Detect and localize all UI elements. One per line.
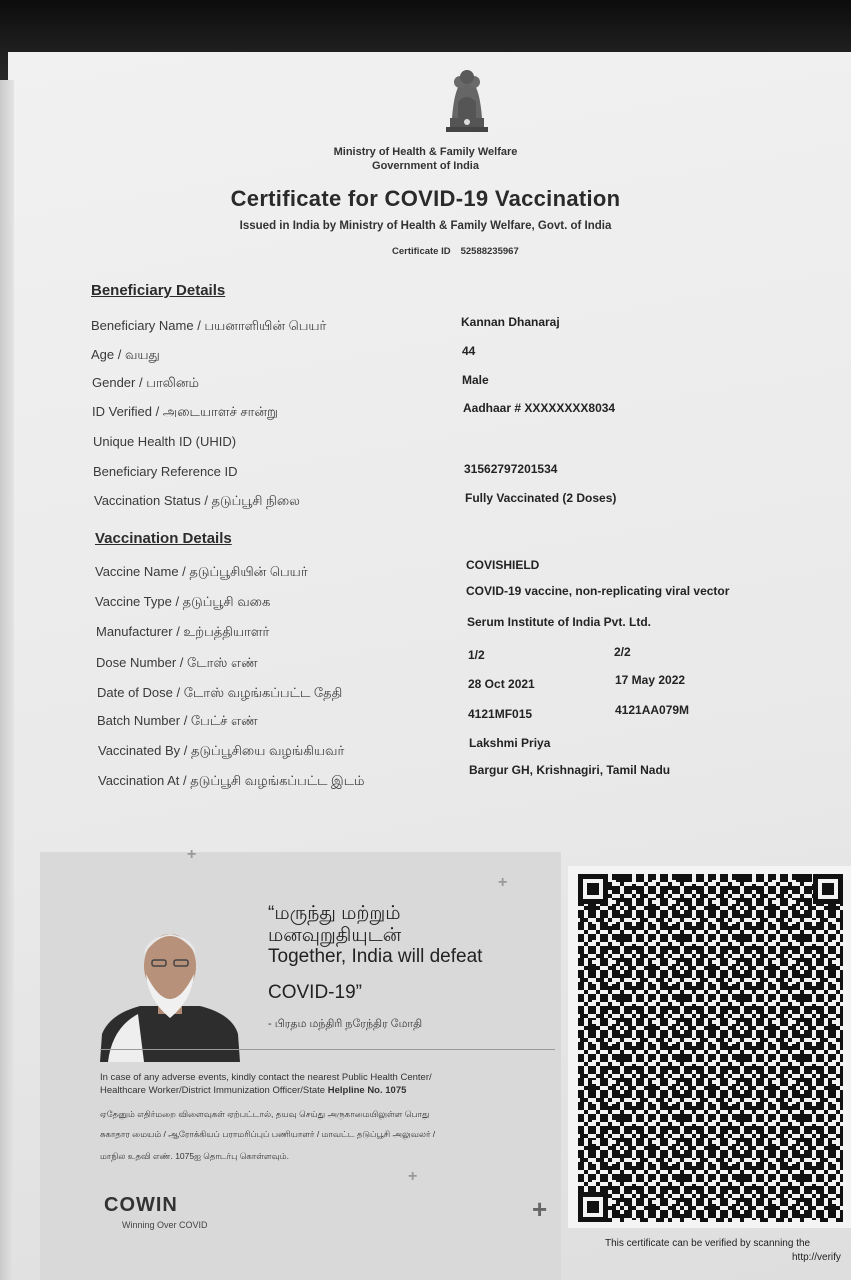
dose2-number-value: 2/2 [614, 645, 631, 659]
paper-edge [0, 80, 14, 1280]
verify-text-line2: http://verify [792, 1252, 841, 1263]
helpline-tamil-line1: ஏதேனும் எதிர்மறை விளைவுகள் ஏற்பட்டால், தயவு செய்து அருகாமையிலுள்ள பொது [100, 1109, 430, 1119]
banner-divider [100, 1049, 555, 1050]
cowin-tagline: Winning Over COVID [122, 1220, 208, 1230]
quote-tamil-line2: மனவுறுதியுடன் [268, 925, 402, 946]
government-name: Government of India [372, 160, 479, 172]
quote-tamil-line1: “மருந்து மற்றும் [268, 903, 401, 924]
certificate-subtitle: Issued in India by Ministry of Health & Family Welfare, Govt. of India [239, 220, 612, 232]
age-label: Age / வயது [91, 347, 160, 362]
dose-number-label: Dose Number / டோஸ் எண் [96, 655, 258, 670]
uhid-label: Unique Health ID (UHID) [93, 434, 237, 449]
certificate-id-label: Certificate ID [392, 246, 451, 257]
vaccine-type-label: Vaccine Type / தடுப்பூசி வகை [95, 594, 271, 609]
plus-decoration-icon: + [187, 846, 197, 863]
dose1-number-value: 1/2 [468, 648, 485, 662]
vaccinated-by-value: Lakshmi Priya [469, 736, 551, 750]
age-value: 44 [462, 344, 476, 358]
dose1-date-value: 28 Oct 2021 [468, 677, 535, 691]
certificate-id [392, 246, 519, 257]
id-verified-value: Aadhaar # XXXXXXXX8034 [463, 401, 616, 415]
vaccination-details-heading: Vaccination Details [95, 530, 232, 547]
dose2-date-value: 17 May 2022 [615, 673, 686, 687]
certificate-id-value: 52588235967 [460, 246, 519, 257]
gender-value: Male [462, 373, 489, 387]
beneficiary-name-value: Kannan Dhanaraj [461, 315, 560, 329]
prime-minister-portrait [100, 922, 240, 1062]
manufacturer-value: Serum Institute of India Pvt. Ltd. [467, 615, 652, 629]
vaccine-name-label: Vaccine Name / தடுப்பூசியின் பெயர் [95, 564, 308, 579]
dose2-batch-value: 4121AA079M [615, 703, 690, 717]
quote-english-line1: Together, India will defeat [268, 946, 483, 967]
vaccine-type-value: COVID-19 vaccine, non-replicating viral vector [466, 584, 730, 598]
vaccination-status-label: Vaccination Status / தடுப்பூசி நிலை [94, 493, 300, 508]
quote-attribution: - பிரதம மந்திரி நரேந்திர மோதி [268, 1018, 423, 1030]
vaccine-name-value: COVISHIELD [466, 558, 540, 572]
certificate-title: Certificate for COVID-19 Vaccination [230, 186, 621, 211]
qr-code-icon [568, 866, 851, 1228]
helpline-text-line1: In case of any adverse events, kindly contact the nearest Public Health Center/ [100, 1072, 432, 1083]
vaccinated-at-label: Vaccination At / தடுப்பூசி வழங்கப்பட்ட இடம் [98, 773, 365, 788]
national-emblem-icon [440, 62, 494, 140]
cowin-logo: COWIN [104, 1194, 178, 1216]
helpline-text-main: Healthcare Worker/District Immunization Officer/State [100, 1085, 326, 1096]
beneficiary-name-label: Beneficiary Name / பயனாளியின் பெயர் [91, 318, 327, 333]
gender-label: Gender / பாலினம் [92, 375, 199, 390]
dose-date-label: Date of Dose / டோஸ் வழங்கப்பட்ட தேதி [97, 685, 343, 700]
helpline-number: Helpline No. 1075 [327, 1085, 407, 1096]
vaccinated-at-value: Bargur GH, Krishnagiri, Tamil Nadu [469, 763, 671, 777]
helpline-tamil-line3: மாநில உதவி எண். 1075ஐ தொடர்பு கொள்ளவும். [100, 1151, 289, 1161]
dose1-batch-value: 4121MF015 [468, 707, 533, 721]
plus-decoration-icon: + [408, 1168, 418, 1185]
qr-code-panel [568, 866, 851, 1228]
helpline-text-line2 [100, 1085, 406, 1096]
beneficiary-reference-value: 31562797201534 [464, 462, 558, 476]
plus-decoration-icon: + [532, 1194, 548, 1224]
verify-text-line1: This certificate can be verified by scanning the [605, 1238, 811, 1249]
beneficiary-reference-label: Beneficiary Reference ID [93, 464, 238, 479]
quote-english-line2: COVID-19” [268, 982, 362, 1003]
manufacturer-label: Manufacturer / உற்பத்தியாளர் [96, 624, 270, 639]
plus-decoration-icon: + [498, 874, 508, 891]
vaccinated-by-label: Vaccinated By / தடுப்பூசியை வழங்கியவர் [98, 743, 345, 758]
helpline-tamil-line2: சுகாதார மையம் / ஆரோக்கியப் பராமரிப்புப் பணியாளர் / மாவட்ட தடுப்பூசி அலுவலர் / [100, 1129, 436, 1139]
batch-number-label: Batch Number / பேட்ச் எண் [97, 713, 258, 728]
id-verified-label: ID Verified / அடையாளச் சான்று [92, 404, 278, 419]
beneficiary-details-heading: Beneficiary Details [91, 282, 226, 299]
vaccination-status-value: Fully Vaccinated (2 Doses) [465, 491, 617, 505]
ministry-name: Ministry of Health & Family Welfare [333, 146, 518, 158]
